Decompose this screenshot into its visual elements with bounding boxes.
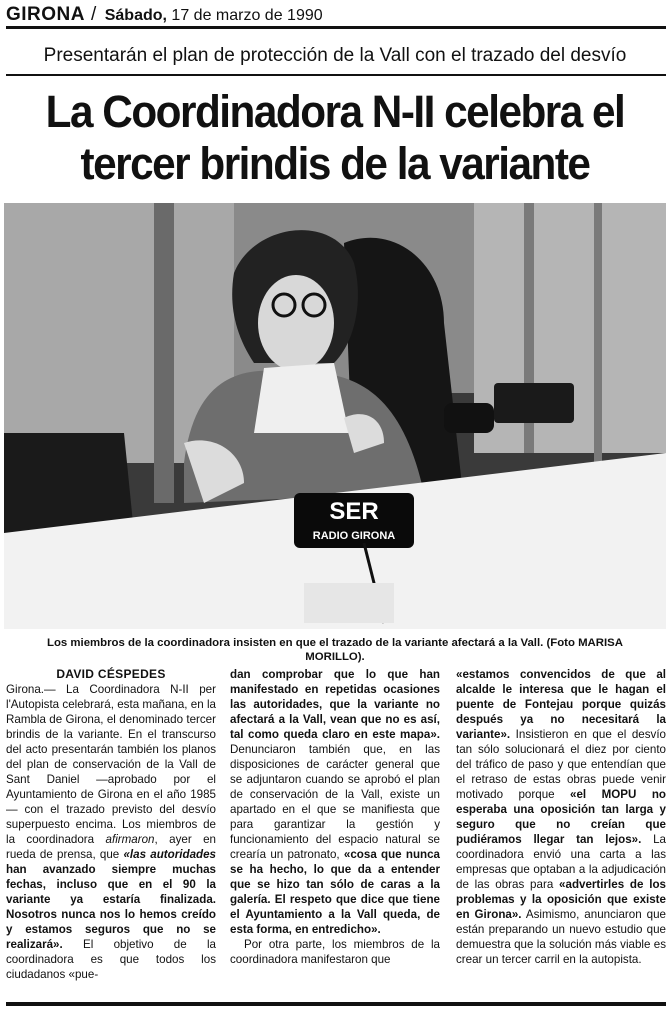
caption-line-1: Los miembros de la coordinadora insisten en que el trazado de la variante afectará a la Vall. (Foto MARISA: [46, 637, 624, 649]
publication-date: [105, 7, 323, 24]
text-run: La coordinadora envió una carta a las empresas que optaban a la adjudicación de las obras para: [456, 833, 666, 891]
radio-girona-label: RADIO GIRONA: [312, 530, 396, 542]
headline-line-1: La Coordinadora N-II celebra el: [45, 86, 625, 137]
weekday: Sábado,: [104, 7, 167, 24]
byline: DAVID CÉSPEDES: [56, 667, 166, 681]
article-kicker: Presentarán el plan de protección de la Vall con el trazado del desvío: [43, 45, 627, 66]
page-header: [6, 4, 666, 29]
caption-line-2: MORILLO).: [305, 651, 365, 663]
photo-caption: [10, 636, 660, 664]
text-run: El objetivo de la coordinadora es que todos los ciudadanos «pue-: [6, 938, 216, 981]
paragraph: [6, 682, 216, 982]
paragraph: Por otra parte, los miembros de la coordinadora manifestaron que: [230, 938, 440, 966]
text-run: Insistieron en que el desvío tan sólo solucionará el diez por ciento del tráfico de paso y que entendían que el retraso de estas obras puede venir motivado porque: [456, 728, 666, 801]
bold-run: dan comprobar que lo que han manifestado en repetidas ocasiones las autoridades, que la variante no afectará a la Vall, vean que no es así, tal como queda claro en este mapa».: [230, 668, 440, 741]
kicker-divider: [6, 74, 666, 76]
headline-line-2: tercer brindis de la variante: [80, 138, 590, 189]
bold-run: «cosa que nunca se ha hecho, lo que da a entender que se hizo tan sólo de caras a la galería. El respeto que dice que tiene el Ayuntamiento a la Vall queda, de esta forma, en entredicho».: [230, 848, 441, 936]
text-run: Girona.— La Coordinadora N-II per l'Autopista celebrará, esta mañana, en la Rambla de Girona, el denominado tercer brindis de la variante. En el transcurso del acto presentarán también los planos del plan de conservación de la Vall de Sant Daniel —aprobado por el Ayuntamiento de Girona en el año 1985— con el trazado previsto del desvío superpuesto encima. Los miembros de la coordinadora: [6, 683, 216, 846]
italic-run: afirmaron: [105, 833, 155, 846]
bold-run: han avanzado siempre muchas fechas, incluso que en el 90 la variante ya estaría finalizada. Nosotros nunca nos lo hemos creído y estamos seguros que no se realizará».: [6, 863, 216, 951]
bold-run: «estamos convencidos de que al alcalde le interesa que le hagan el puente de Fontejau porque quizás después ya no necesitará la variante».: [456, 668, 666, 741]
header-separator: /: [91, 4, 97, 25]
section-name: GIRONA: [6, 4, 85, 25]
article-column-1: [6, 667, 216, 982]
paragraph: [456, 667, 666, 967]
article-column-3: [456, 667, 666, 967]
article-headline: [20, 86, 650, 190]
text-run: Asimismo, anunciaron que están preparando un nuevo estudio que demuestra que la solución más viable es crear un tercer carril en la autopista.: [456, 908, 666, 966]
text-run: , ayer en rueda de prensa, que: [6, 833, 216, 861]
bold-run: «el MOPU no esperaba una oposición tan larga y seguro que no creían que pudiéramos llegar tan lejos».: [456, 788, 666, 846]
bold-run: «advertirles de los problemas y la oposición que existe en Girona».: [456, 878, 666, 921]
bold-italic-run: «las autoridades: [123, 848, 216, 861]
text-run: Denunciaron también que, en las disposiciones de carácter general que se adjuntaron cuando se aprobó el plan de conservación de la Vall, existe un apartado en el que se manifiesta que para garantizar la gestión y funcionamiento del espacio natural se crearía un patronato,: [230, 743, 440, 861]
ser-logo: SER: [329, 498, 379, 525]
press-conference-photo: [4, 203, 666, 629]
article-column-2: [230, 667, 440, 967]
footer-divider: [6, 1002, 666, 1006]
date-text: 17 de marzo de 1990: [171, 7, 323, 24]
paragraph: [230, 667, 440, 937]
